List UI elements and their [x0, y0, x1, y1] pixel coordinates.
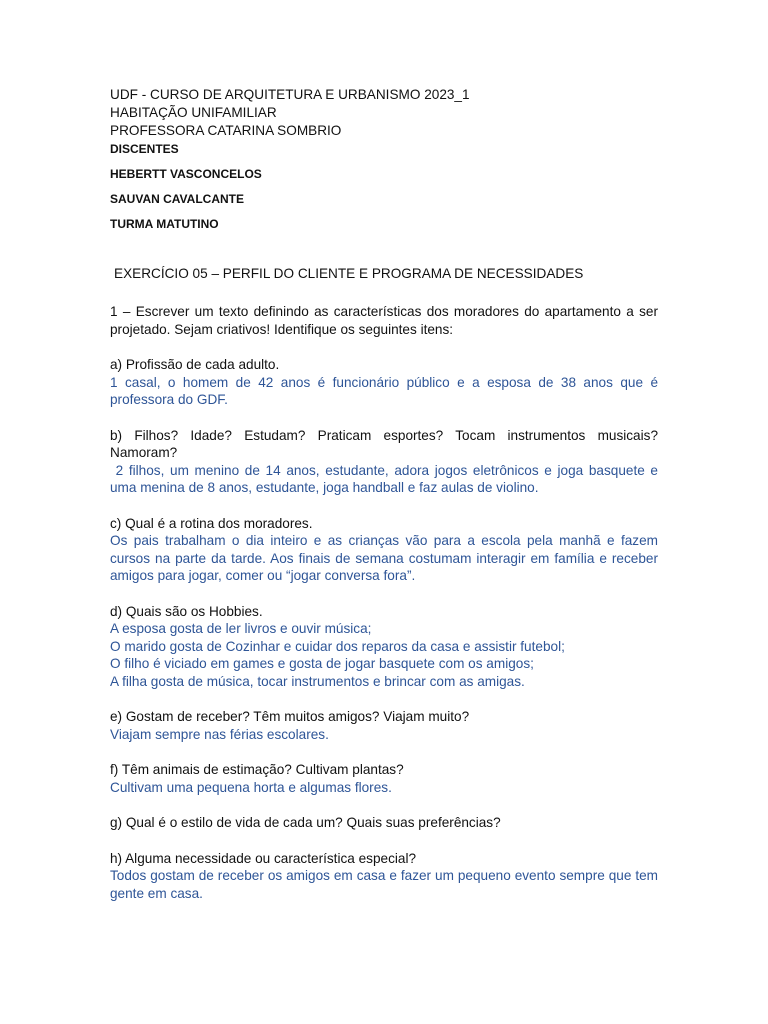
- student-name-2: SAUVAN CAVALCANTE: [110, 192, 244, 206]
- question-f: f) Têm animais de estimação? Cultivam plantas?: [110, 762, 404, 777]
- answer-f: Cultivam uma pequena horta e algumas flores.: [110, 779, 392, 795]
- answer-d-3: O filho é viciado em games e gosta de jogar basquete com os amigos;: [110, 656, 534, 671]
- question-a: a) Profissão de cada adulto.: [110, 357, 280, 372]
- header-professor: PROFESSORA CATARINA SOMBRIO: [110, 123, 342, 138]
- answer-a: 1 casal, o homem de 42 anos é funcionário público e a esposa de 38 anos que é professora do GDF.: [110, 374, 658, 407]
- question-h: h) Alguma necessidade ou característica especial?: [110, 850, 417, 866]
- class-shift: TURMA MATUTINO: [110, 217, 219, 231]
- answer-d-1: A esposa gosta de ler livros e ouvir música;: [110, 621, 372, 636]
- exercise-intro: 1 – Escrever um texto definindo as características dos moradores do apartamento a ser projetado. Sejam criativos! Identifique os seguintes itens:: [110, 304, 658, 337]
- item-g: [110, 814, 658, 832]
- item-b: [110, 427, 662, 497]
- student-name-1: HEBERTT VASCONCELOS: [110, 167, 262, 181]
- question-d: d) Quais são os Hobbies.: [110, 603, 263, 619]
- answer-d-4: A filha gosta de música, tocar instrumentos e brincar com as amigas.: [110, 673, 525, 689]
- item-f: [110, 761, 658, 796]
- item-a: [110, 356, 658, 409]
- question-c: c) Qual é a rotina dos moradores.: [110, 515, 313, 531]
- exercise-intro-block: [110, 303, 658, 338]
- item-e: [110, 708, 658, 743]
- question-e: e) Gostam de receber? Têm muitos amigos? Viajam muito?: [110, 709, 470, 724]
- header-students-label: DISCENTES: [110, 142, 179, 156]
- answer-e: Viajam sempre nas férias escolares.: [110, 726, 329, 742]
- answer-b: 2 filhos, um menino de 14 anos, estudante, adora jogos eletrônicos e joga basquete e uma menina de 8 anos, estudante, joga handball e faz aulas de violino.: [110, 462, 662, 495]
- item-h: [110, 850, 658, 903]
- answer-d-2: O marido gosta de Cozinhar e cuidar dos reparos da casa e assistir futebol;: [110, 638, 565, 654]
- answer-h: Todos gostam de receber os amigos em casa e fazer um pequeno evento sempre que tem gente em casa.: [110, 868, 658, 901]
- item-d: [110, 603, 658, 691]
- exercise-title: EXERCÍCIO 05 – PERFIL DO CLIENTE E PROGRAMA DE NECESSIDADES: [114, 266, 584, 281]
- header-discipline: HABITAÇÃO UNIFAMILIAR: [110, 105, 277, 120]
- header-course: UDF - CURSO DE ARQUITETURA E URBANISMO 2023_1: [110, 87, 470, 102]
- question-g: g) Qual é o estilo de vida de cada um? Quais suas preferências?: [110, 815, 501, 830]
- question-b: b) Filhos? Idade? Estudam? Praticam esportes? Tocam instrumentos musicais? Namoram?: [110, 427, 658, 460]
- answer-c: Os pais trabalham o dia inteiro e as crianças vão para a escola pela manhã e fazem cursos na parte da tarde. Aos finais de semana costumam interagir em família e receber amigos para jogar, comer ou “jogar conversa fora”.: [110, 533, 658, 583]
- item-c: [110, 515, 658, 585]
